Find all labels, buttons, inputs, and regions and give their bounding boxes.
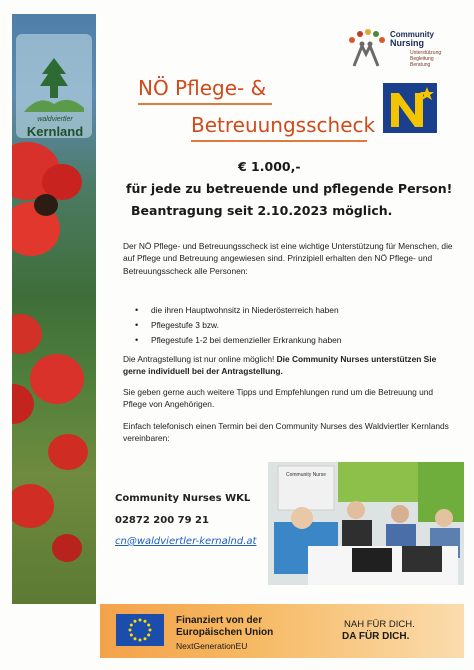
eu-flag-icon: [116, 614, 164, 646]
contact-email-link[interactable]: cn@waldviertler-kernalnd.at: [115, 536, 257, 547]
contact-name: Community Nurses WKL: [115, 493, 251, 504]
online-plain-text: Die Antragstellung ist nur online möglich!: [123, 354, 277, 364]
cn-sub-line2: Begleitung: [410, 56, 434, 62]
highlight-line3: Beantragung seit 2.10.2023 möglich.: [131, 203, 393, 218]
cn-sub-line1: Unterstützung: [410, 50, 442, 56]
cn-sub-line3: Beratung: [410, 62, 431, 68]
intro-paragraph: Der NÖ Pflege- und Betreuungsscheck ist eine wichtige Unterstützung für Menschen, die auf Pflege und Betreuung angewiesen sind. Prinzipiell erhalten den NÖ Pflege- und Betreuungsscheck alle Personen:: [123, 241, 453, 276]
funding-banner: [100, 604, 464, 658]
poppy-flower: [12, 314, 42, 354]
poppy-photo-strip: [12, 14, 96, 604]
community-nursing-title: [390, 30, 434, 48]
headline-line1: NÖ Pflege- &: [138, 76, 267, 100]
slogan-line1: NAH FÜR DICH.: [344, 619, 415, 630]
poppy-flower: [30, 354, 84, 404]
waldviertler-kernland-logo: [16, 34, 92, 138]
contact-phone[interactable]: 02872 200 79 21: [115, 515, 209, 526]
highlight-line2: für jede zu betreuende und pflegende Person!: [126, 181, 453, 196]
community-nursing-logo: [344, 26, 444, 72]
eu-funding-line3: NextGenerationEU: [176, 641, 248, 651]
list-item: • die ihren Hauptwohnsitz in Niederösterreich haben: [135, 303, 435, 318]
online-paragraph: [123, 353, 453, 378]
logo-line-kernland: Kernland: [26, 124, 84, 139]
slogan-line2: DA FÜR DICH.: [342, 631, 410, 642]
poppy-flower: [12, 484, 54, 528]
community-nursing-subtitle: [410, 50, 441, 68]
logo-line-waldviertler: waldviertler: [37, 116, 73, 123]
headline-line2: Betreuungsscheck: [191, 113, 376, 137]
headline-underline: [191, 140, 367, 142]
list-item: • Pflegestufe 3 bzw.: [135, 318, 435, 333]
tips-paragraph: Sie geben gerne auch weitere Tipps und Empfehlungen rund um die Betreuung und Pflege von Angehörigen.: [123, 387, 434, 410]
eligibility-list: [135, 303, 435, 348]
headline-underline: [138, 103, 272, 105]
poppy-flower: [12, 384, 34, 424]
hills-icon: [24, 92, 84, 112]
eu-funding-line1: Finanziert von der: [176, 615, 263, 626]
noe-logo: [383, 83, 437, 133]
online-bold-text: Die Community Nurses unterstützen Sie gerne individuell bei der Antragstellung.: [123, 354, 437, 377]
cn-title-line1: Community: [390, 30, 434, 39]
poppy-center: [34, 194, 58, 216]
eu-stars-icon: [116, 614, 164, 646]
eu-funding-line2: Europäischen Union: [176, 627, 274, 638]
poppy-flower: [48, 434, 88, 470]
poppy-flower: [52, 534, 82, 562]
amount-text: € 1.000,-: [238, 159, 301, 174]
noe-n-icon: [383, 83, 437, 133]
photo-banner-text: Community Nurse: [285, 472, 326, 478]
appointment-paragraph: Einfach telefonisch einen Termin bei den Community Nurses des Waldviertler Kernlands vereinbaren:: [123, 421, 449, 444]
team-photo: [268, 462, 464, 585]
list-item: • Pflegestufe 1-2 bei demenzieller Erkrankung haben: [135, 333, 435, 348]
team-photo-illustration: [268, 462, 464, 585]
cn-title-line2: Nursing: [390, 38, 425, 48]
people-tree-icon: [344, 26, 388, 70]
